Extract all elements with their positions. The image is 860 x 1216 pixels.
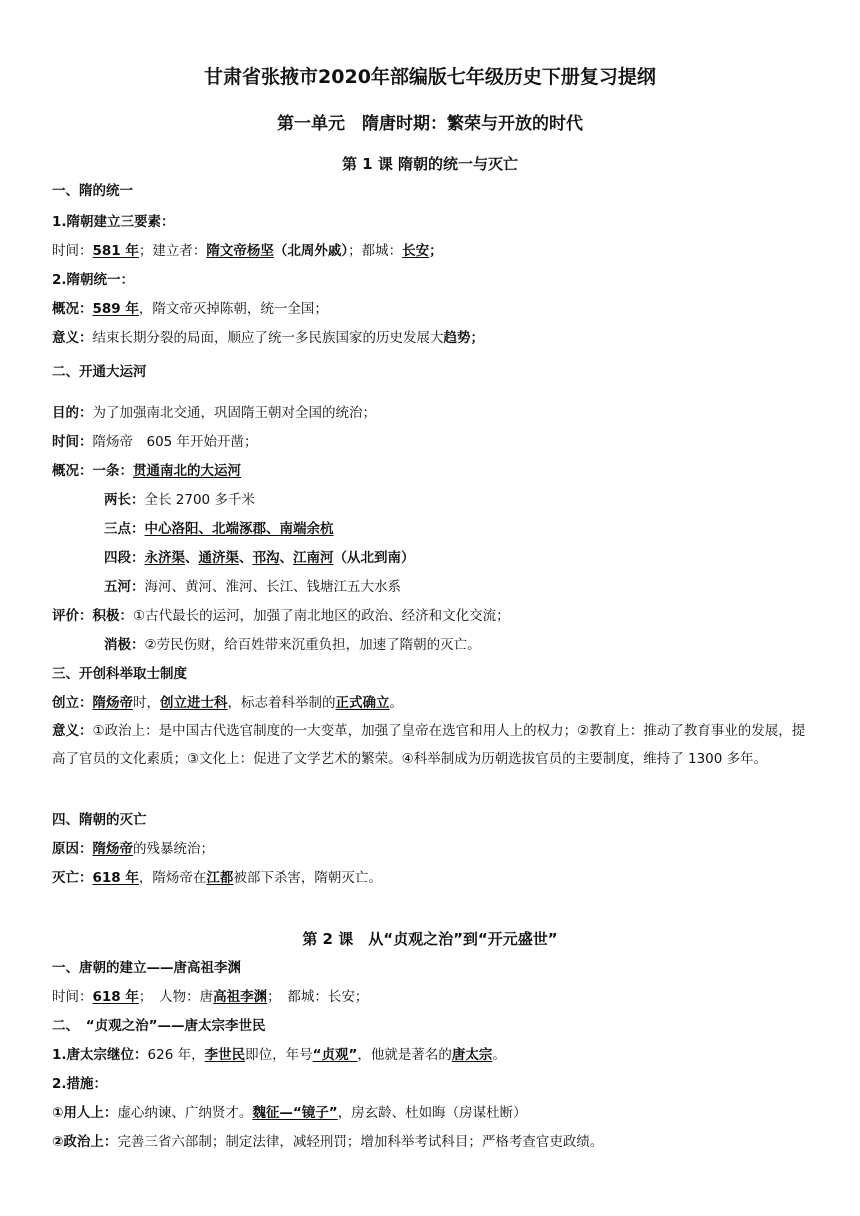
field-label: ；都城： [348, 243, 403, 259]
field-label: 目的： [52, 405, 93, 421]
field-label: 意义： [52, 330, 93, 346]
paragraph-line [104, 577, 860, 597]
text: ，隋炀帝在 [138, 870, 207, 886]
field-label: 五河： [104, 579, 145, 595]
section-heading: 四、隋朝的灭亡 [52, 812, 147, 828]
lesson1-title: 第 1 课 隋朝的统一与灭亡 [341, 155, 519, 173]
keyword: 唐太宗 [451, 1047, 493, 1063]
text: ，房玄龄、杜如晦（房谋杜断） [337, 1105, 527, 1121]
punct: 、 [239, 550, 253, 566]
field-label: 四段： [104, 550, 145, 566]
section-heading: 二、 “贞观之治”——唐太宗李世民 [52, 1018, 266, 1034]
subsection-heading: 2.隋朝统一： [52, 272, 135, 288]
keyword: 长安 [402, 243, 430, 259]
keyword: 永济渠 [144, 550, 185, 566]
text: 626 年， [147, 1047, 205, 1063]
keyword: 隋炀帝 [92, 695, 133, 711]
keyword: 隋炀帝 [92, 841, 133, 857]
field-label: 两长： [104, 492, 145, 508]
text: 全长 2700 多千米 [144, 492, 255, 508]
lesson2-title: 第 2 课 从“贞观之治”到“开元盛世” [302, 930, 558, 948]
note: （北周外戚） [273, 243, 349, 259]
text: 虚心纳谏、广纳贤才。 [117, 1105, 253, 1121]
keyword: 隋文帝杨坚 [206, 243, 274, 259]
paragraph-line [52, 328, 812, 348]
subsection-heading: 1.隋朝建立三要素： [52, 214, 175, 230]
field-label: 1.唐太宗继位： [52, 1047, 148, 1063]
punct: 。 [492, 1047, 506, 1063]
field-label: ①用人上： [52, 1105, 118, 1121]
text: ①政治上：是中国古代选官制度的一大变革，加强了皇帝在选官和用人上的权力；②教育上：推动了教育事业的发展，提高了官员的文化素质；③文化上：促进了文学艺术的繁荣。④科举制成为历朝选拔官员的主要制度，维持了 1300 多年。 [52, 723, 806, 767]
text: ，他就是著名的 [357, 1047, 452, 1063]
text: 被部下杀害，隋朝灭亡。 [233, 870, 382, 886]
punct: ； [470, 330, 484, 346]
keyword: 618 年 [92, 870, 139, 886]
paragraph-line [52, 693, 812, 713]
keyword: 贯通南北的大运河 [133, 463, 241, 479]
punct: 、 [279, 550, 293, 566]
paragraph-line [104, 490, 860, 510]
text: ，标志着科举制的 [227, 695, 336, 711]
field-label: 消极： [104, 637, 145, 653]
paragraph-line [52, 241, 812, 261]
keyword: 邗沟 [252, 550, 280, 566]
unit-title: 第一单元 隋唐时期：繁荣与开放的时代 [277, 114, 583, 134]
paragraph-line [52, 606, 812, 626]
field-label: 概况： [52, 301, 93, 317]
field-label: 原因： [52, 841, 93, 857]
keyword: 通济渠 [198, 550, 239, 566]
paragraph-line [52, 868, 812, 888]
paragraph-block [52, 717, 812, 773]
text: ①古代最长的运河，加强了南北地区的政治、经济和文化交流； [133, 608, 510, 624]
subsection-heading: 2.措施： [52, 1076, 108, 1092]
field-label: 时间： [52, 243, 93, 259]
punct: ； [429, 243, 443, 259]
paragraph-line [52, 987, 812, 1007]
section-heading: 一、唐朝的建立——唐高祖李渊 [52, 960, 241, 976]
text: 为了加强南北交通，巩固隋王朝对全国的统治； [92, 405, 376, 421]
text: ； 人物：唐 [138, 989, 214, 1005]
keyword: 魏征—“镜子” [252, 1105, 338, 1121]
paragraph-line [52, 299, 812, 319]
keyword: 江都 [206, 870, 234, 886]
field-label: 灭亡： [52, 870, 93, 886]
keyword: “贞观” [312, 1047, 358, 1063]
text: ②劳民伤财，给百姓带来沉重负担，加速了隋朝的灭亡。 [144, 637, 481, 653]
keyword: 创立进士科 [160, 695, 228, 711]
text: 隋炀帝 605 年开始开凿； [92, 434, 258, 450]
paragraph-line [52, 1132, 812, 1152]
field-label: 创立： [52, 695, 93, 711]
paragraph-line [104, 519, 860, 539]
text: ，隋文帝灭掉陈朝，统一全国； [138, 301, 328, 317]
section-heading: 二、开通大运河 [52, 364, 147, 380]
text: 结束长期分裂的局面，顺应了统一多民族国家的历史发展大 [92, 330, 444, 346]
field-label: 概况： [52, 463, 93, 479]
paragraph-line [52, 1045, 812, 1065]
section-heading: 一、隋的统一 [52, 183, 133, 199]
text: 海河、黄河、淮河、长江、钱塘江五大水系 [144, 579, 401, 595]
paragraph-line [52, 403, 812, 423]
text: 完善三省六部制；制定法律，减轻刑罚；增加科举考试科目；严格考查官吏政绩。 [117, 1134, 604, 1150]
punct: 。 [389, 695, 403, 711]
keyword: 589 年 [92, 301, 139, 317]
paragraph-line [104, 548, 860, 568]
field-label: ②政治上： [52, 1134, 118, 1150]
keyword: 高祖李渊 [213, 989, 268, 1005]
punct: 、 [185, 550, 199, 566]
field-label: 时间： [52, 989, 93, 1005]
keyword: 李世民 [204, 1047, 246, 1063]
field-label: 时间： [52, 434, 93, 450]
paragraph-line [52, 461, 812, 481]
paragraph-line [52, 1103, 812, 1123]
keyword: 中心洛阳、北端涿郡、南端余杭 [144, 521, 334, 537]
keyword: 江南河 [293, 550, 334, 566]
text: 时， [133, 695, 160, 711]
field-label: ；建立者： [138, 243, 207, 259]
field-label: 评价： [52, 608, 93, 624]
paragraph-line [52, 432, 812, 452]
field-label: 三点： [104, 521, 145, 537]
section-heading: 三、开创科举取士制度 [52, 666, 187, 682]
field-label: 一条： [92, 463, 133, 479]
text: ； 都城：长安； [267, 989, 369, 1005]
field-label: 积极： [92, 608, 133, 624]
keyword: 618 年 [92, 989, 139, 1005]
field-label: 意义： [52, 723, 93, 739]
note: （从北到南） [333, 550, 415, 566]
paragraph-line [104, 635, 860, 655]
keyword: 正式确立 [335, 695, 390, 711]
keyword: 581 年 [92, 243, 139, 259]
text: 即位，年号 [245, 1047, 313, 1063]
document-title: 甘肃省张掖市2020年部编版七年级历史下册复习提纲 [204, 66, 656, 88]
paragraph-line [52, 839, 812, 859]
keyword: 趋势 [443, 330, 471, 346]
text: 的残暴统治； [133, 841, 214, 857]
